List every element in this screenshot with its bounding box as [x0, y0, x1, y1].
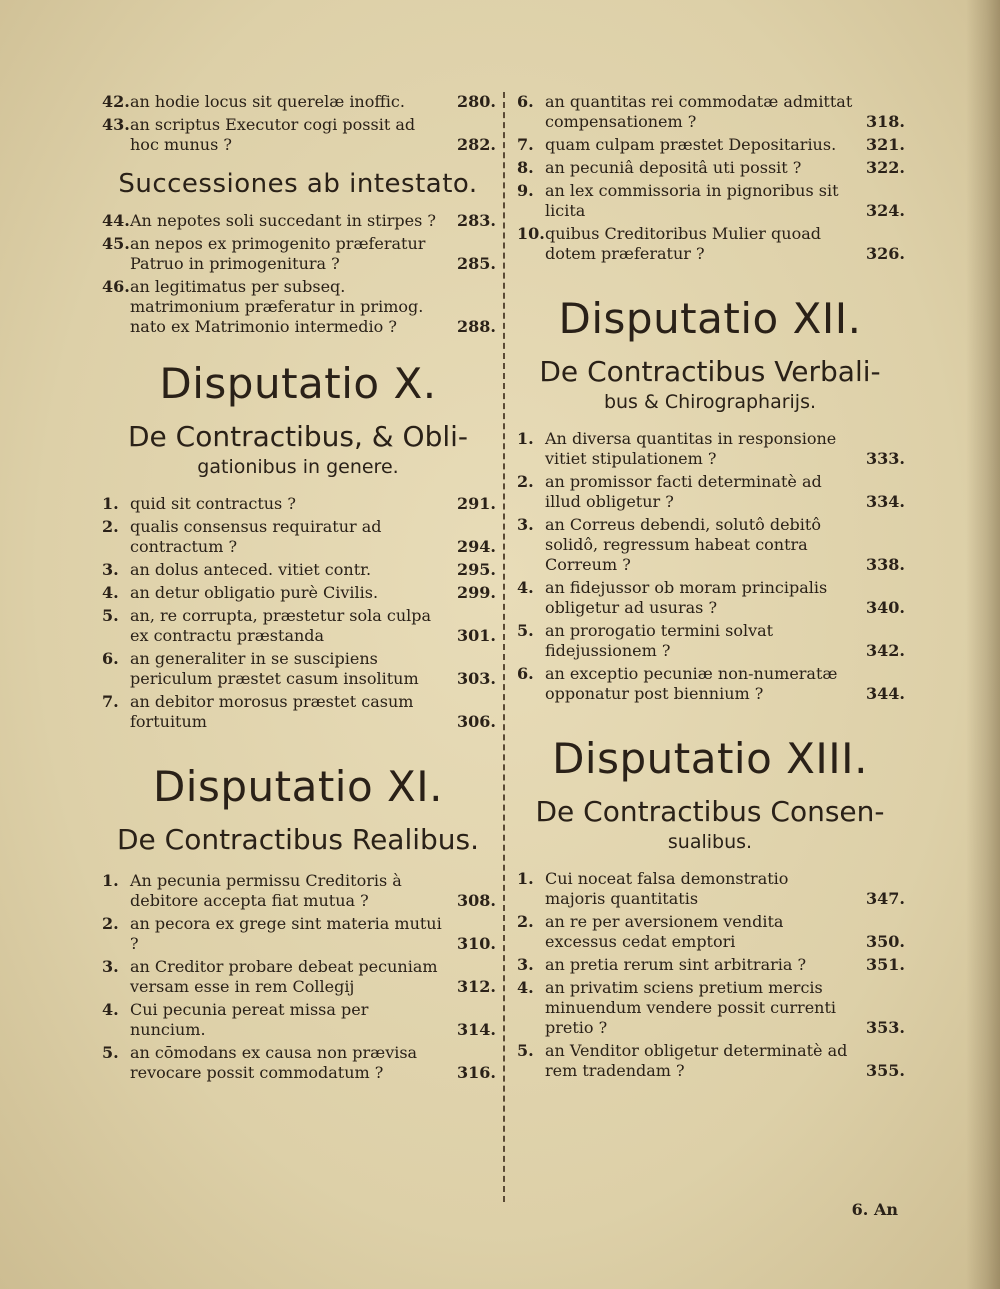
toc-entry: [100, 494, 496, 514]
entry-number: 4.: [517, 578, 534, 597]
entry-text: an detur obligatio purè Civilis.: [130, 583, 379, 602]
entry-number: 3.: [102, 560, 119, 579]
toc-entry: [100, 560, 496, 580]
toc-entry: [100, 234, 496, 274]
toc-entry: [515, 158, 905, 178]
toc-entry: [100, 1000, 496, 1040]
toc-entry: [100, 115, 496, 155]
entry-list: [515, 92, 905, 264]
entry-page-number: 340.: [866, 598, 905, 617]
entry-page-number: 351.: [866, 955, 905, 974]
toc-entry: [515, 181, 905, 221]
entry-text: an scriptus Executor cogi possit ad hoc munus ?: [130, 115, 416, 154]
toc-entry: [515, 912, 905, 952]
entry-list: [100, 871, 496, 1083]
entry-text: an nepos ex primogenito præferatur Patruo in primogenitura ?: [130, 234, 426, 273]
entry-number: 4.: [102, 583, 119, 602]
toc-entry: [515, 429, 905, 469]
entry-text: an cōmodans ex causa non prævisa revocare possit commodatum ?: [130, 1043, 418, 1082]
entry-text: an legitimatus per subseq. matrimonium præferatur in primog. nato ex Matrimonio intermedio ?: [130, 277, 424, 336]
toc-entry: [515, 664, 905, 704]
page-fold-shadow: [966, 0, 1000, 1289]
entry-page-number: 355.: [866, 1061, 905, 1080]
entry-text: qualis consensus requiratur ad contractum ?: [130, 517, 382, 556]
right-column: [515, 92, 905, 1084]
entry-page-number: 321.: [866, 135, 905, 154]
catchword: 6. An: [851, 1200, 898, 1219]
entry-text: an privatim sciens pretium mercis minuendum vendere possit currenti pretio ?: [545, 978, 837, 1037]
entry-text: an dolus anteced. vitiet contr.: [130, 560, 372, 579]
entry-page-number: 310.: [457, 934, 496, 953]
disputatio-xiii-title: Disputatio XIII.: [552, 734, 868, 783]
entry-text: an pecuniâ depositâ uti possit ?: [545, 158, 802, 177]
entry-number: 1.: [102, 494, 119, 513]
entry-text: an Correus debendi, solutô debitô solidô, regressum habeat contra Correum ?: [545, 515, 821, 574]
entry-page-number: 306.: [457, 712, 496, 731]
entry-number: 3.: [517, 955, 534, 974]
entry-page-number: 318.: [866, 112, 905, 131]
entry-list: [515, 429, 905, 704]
entry-page-number: 338.: [866, 555, 905, 574]
entry-number: 7.: [517, 135, 534, 154]
toc-entry: [100, 1043, 496, 1083]
entry-page-number: 314.: [457, 1020, 496, 1039]
toc-entry: [100, 871, 496, 911]
toc-entry: [100, 957, 496, 997]
section-heading: Successiones ab intestato.: [118, 169, 478, 199]
entry-number: 2.: [102, 914, 119, 933]
entry-page-number: 308.: [457, 891, 496, 910]
entry-page-number: 299.: [457, 583, 496, 602]
disputatio-x-subtitle: De Contractibus, & Obli-: [127, 420, 469, 453]
disputatio-xii-subtitle-cont: bus & Chirographarijs.: [603, 391, 817, 413]
entry-number: 2.: [102, 517, 119, 536]
entry-text: an hodie locus sit querelæ inoffic.: [130, 92, 405, 111]
toc-entry: [515, 869, 905, 909]
disputatio-xii-title: Disputatio XII.: [558, 294, 862, 343]
entry-page-number: 288.: [457, 317, 496, 336]
entry-page-number: 333.: [866, 449, 905, 468]
disputatio-xiii-subtitle: De Contractibus Consen-: [535, 795, 885, 828]
entry-page-number: 353.: [866, 1018, 905, 1037]
disputatio-xiii-subtitle-cont: sualibus.: [667, 831, 753, 853]
entry-text: an re per aversionem vendita excessus cedat emptori: [545, 912, 784, 951]
entry-page-number: 326.: [866, 244, 905, 263]
entry-page-number: 303.: [457, 669, 496, 688]
entry-text: an Venditor obligetur determinatè ad rem tradendam ?: [545, 1041, 848, 1080]
entry-page-number: 342.: [866, 641, 905, 660]
toc-entry: [515, 955, 905, 975]
entry-text: Cui noceat falsa demonstratio majoris quantitatis: [545, 869, 789, 908]
column-divider: [503, 92, 505, 1202]
entry-page-number: 282.: [457, 135, 496, 154]
entry-text: quibus Creditoribus Mulier quoad dotem præferatur ?: [545, 224, 821, 263]
entry-number: 3.: [102, 957, 119, 976]
toc-entry: [100, 583, 496, 603]
entry-number: 43.: [102, 115, 130, 134]
entry-number: 6.: [102, 649, 119, 668]
entry-number: 8.: [517, 158, 534, 177]
entry-text: an exceptio pecuniæ non-numeratæ opponatur post biennium ?: [545, 664, 838, 703]
entry-page-number: 324.: [866, 201, 905, 220]
entry-number: 5.: [517, 1041, 534, 1060]
entry-page-number: 344.: [866, 684, 905, 703]
entry-text: An nepotes soli succedant in stirpes ?: [130, 211, 436, 230]
entry-page-number: 322.: [866, 158, 905, 177]
disputatio-xii-subtitle: De Contractibus Verbali-: [539, 355, 881, 388]
entry-number: 10.: [517, 224, 545, 243]
entry-text: an, re corrupta, præstetur sola culpa ex contractu præstanda: [130, 606, 432, 645]
entry-list: [100, 494, 496, 732]
toc-entry: [515, 515, 905, 575]
entry-text: quid sit contractus ?: [130, 494, 296, 513]
disputatio-x-title: Disputatio X.: [159, 359, 437, 408]
disputatio-x-subtitle-cont: gationibus in genere.: [197, 456, 399, 478]
entry-text: an Creditor probare debeat pecuniam versam esse in rem Collegij: [130, 957, 438, 996]
disputatio-xi-title: Disputatio XI.: [152, 762, 444, 811]
entry-text: An diversa quantitas in responsione vitiet stipulationem ?: [545, 429, 837, 468]
toc-entry: [515, 621, 905, 661]
entry-text: an pretia rerum sint arbitraria ?: [545, 955, 807, 974]
entry-text: an generaliter in se suscipiens periculum præstet casum insolitum: [130, 649, 419, 688]
toc-entry: [100, 277, 496, 337]
entry-list: [100, 211, 496, 337]
entry-text: an debitor morosus præstet casum fortuitum: [130, 692, 414, 731]
entry-text: an fidejussor ob moram principalis obligetur ad usuras ?: [545, 578, 828, 617]
entry-page-number: 294.: [457, 537, 496, 556]
toc-entry: [515, 224, 905, 264]
entry-number: 9.: [517, 181, 534, 200]
entry-text: an lex commissoria in pignoribus sit licita: [545, 181, 839, 220]
entry-number: 6.: [517, 92, 534, 111]
entry-number: 1.: [517, 429, 534, 448]
entry-text: an prorogatio termini solvat fidejussionem ?: [545, 621, 774, 660]
toc-entry: [100, 92, 496, 112]
entry-text: an promissor facti determinatè ad illud obligetur ?: [545, 472, 822, 511]
entry-number: 2.: [517, 912, 534, 931]
entry-number: 5.: [102, 1043, 119, 1062]
entry-page-number: 347.: [866, 889, 905, 908]
left-column: [100, 92, 496, 1086]
toc-entry: [100, 914, 496, 954]
entry-text: an pecora ex grege sint materia mutui ?: [130, 914, 442, 953]
disputatio-xi-subtitle: De Contractibus Realibus.: [116, 823, 480, 856]
entry-number: 1.: [517, 869, 534, 888]
toc-entry: [100, 517, 496, 557]
entry-number: 1.: [102, 871, 119, 890]
toc-entry: [100, 211, 496, 231]
entry-number: 4.: [517, 978, 534, 997]
entry-number: 5.: [517, 621, 534, 640]
entry-page-number: 280.: [457, 92, 496, 111]
entry-number: 3.: [517, 515, 534, 534]
toc-entry: [515, 135, 905, 155]
entry-page-number: 291.: [457, 494, 496, 513]
entry-text: An pecunia permissu Creditoris à debitore accepta fiat mutua ?: [130, 871, 402, 910]
toc-entry: [100, 692, 496, 732]
entry-page-number: 283.: [457, 211, 496, 230]
entry-page-number: 312.: [457, 977, 496, 996]
entry-page-number: 301.: [457, 626, 496, 645]
entry-text: an quantitas rei commodatæ admittat compensationem ?: [545, 92, 853, 131]
entry-number: 7.: [102, 692, 119, 711]
entry-list: [515, 869, 905, 1081]
entry-list: [100, 92, 496, 155]
toc-entry: [515, 1041, 905, 1081]
entry-page-number: 350.: [866, 932, 905, 951]
toc-entry: [515, 978, 905, 1038]
entry-text: Cui pecunia pereat missa per nuncium.: [130, 1000, 369, 1039]
toc-entry: [100, 649, 496, 689]
entry-text: quam culpam præstet Depositarius.: [545, 135, 837, 154]
entry-number: 44.: [102, 211, 130, 230]
toc-entry: [515, 472, 905, 512]
entry-number: 4.: [102, 1000, 119, 1019]
toc-entry: [515, 578, 905, 618]
entry-page-number: 295.: [457, 560, 496, 579]
entry-number: 2.: [517, 472, 534, 491]
entry-number: 42.: [102, 92, 130, 111]
entry-number: 5.: [102, 606, 119, 625]
entry-number: 6.: [517, 664, 534, 683]
entry-number: 45.: [102, 234, 130, 253]
entry-page-number: 316.: [457, 1063, 496, 1082]
toc-entry: [100, 606, 496, 646]
toc-entry: [515, 92, 905, 132]
entry-page-number: 285.: [457, 254, 496, 273]
entry-page-number: 334.: [866, 492, 905, 511]
entry-number: 46.: [102, 277, 130, 296]
